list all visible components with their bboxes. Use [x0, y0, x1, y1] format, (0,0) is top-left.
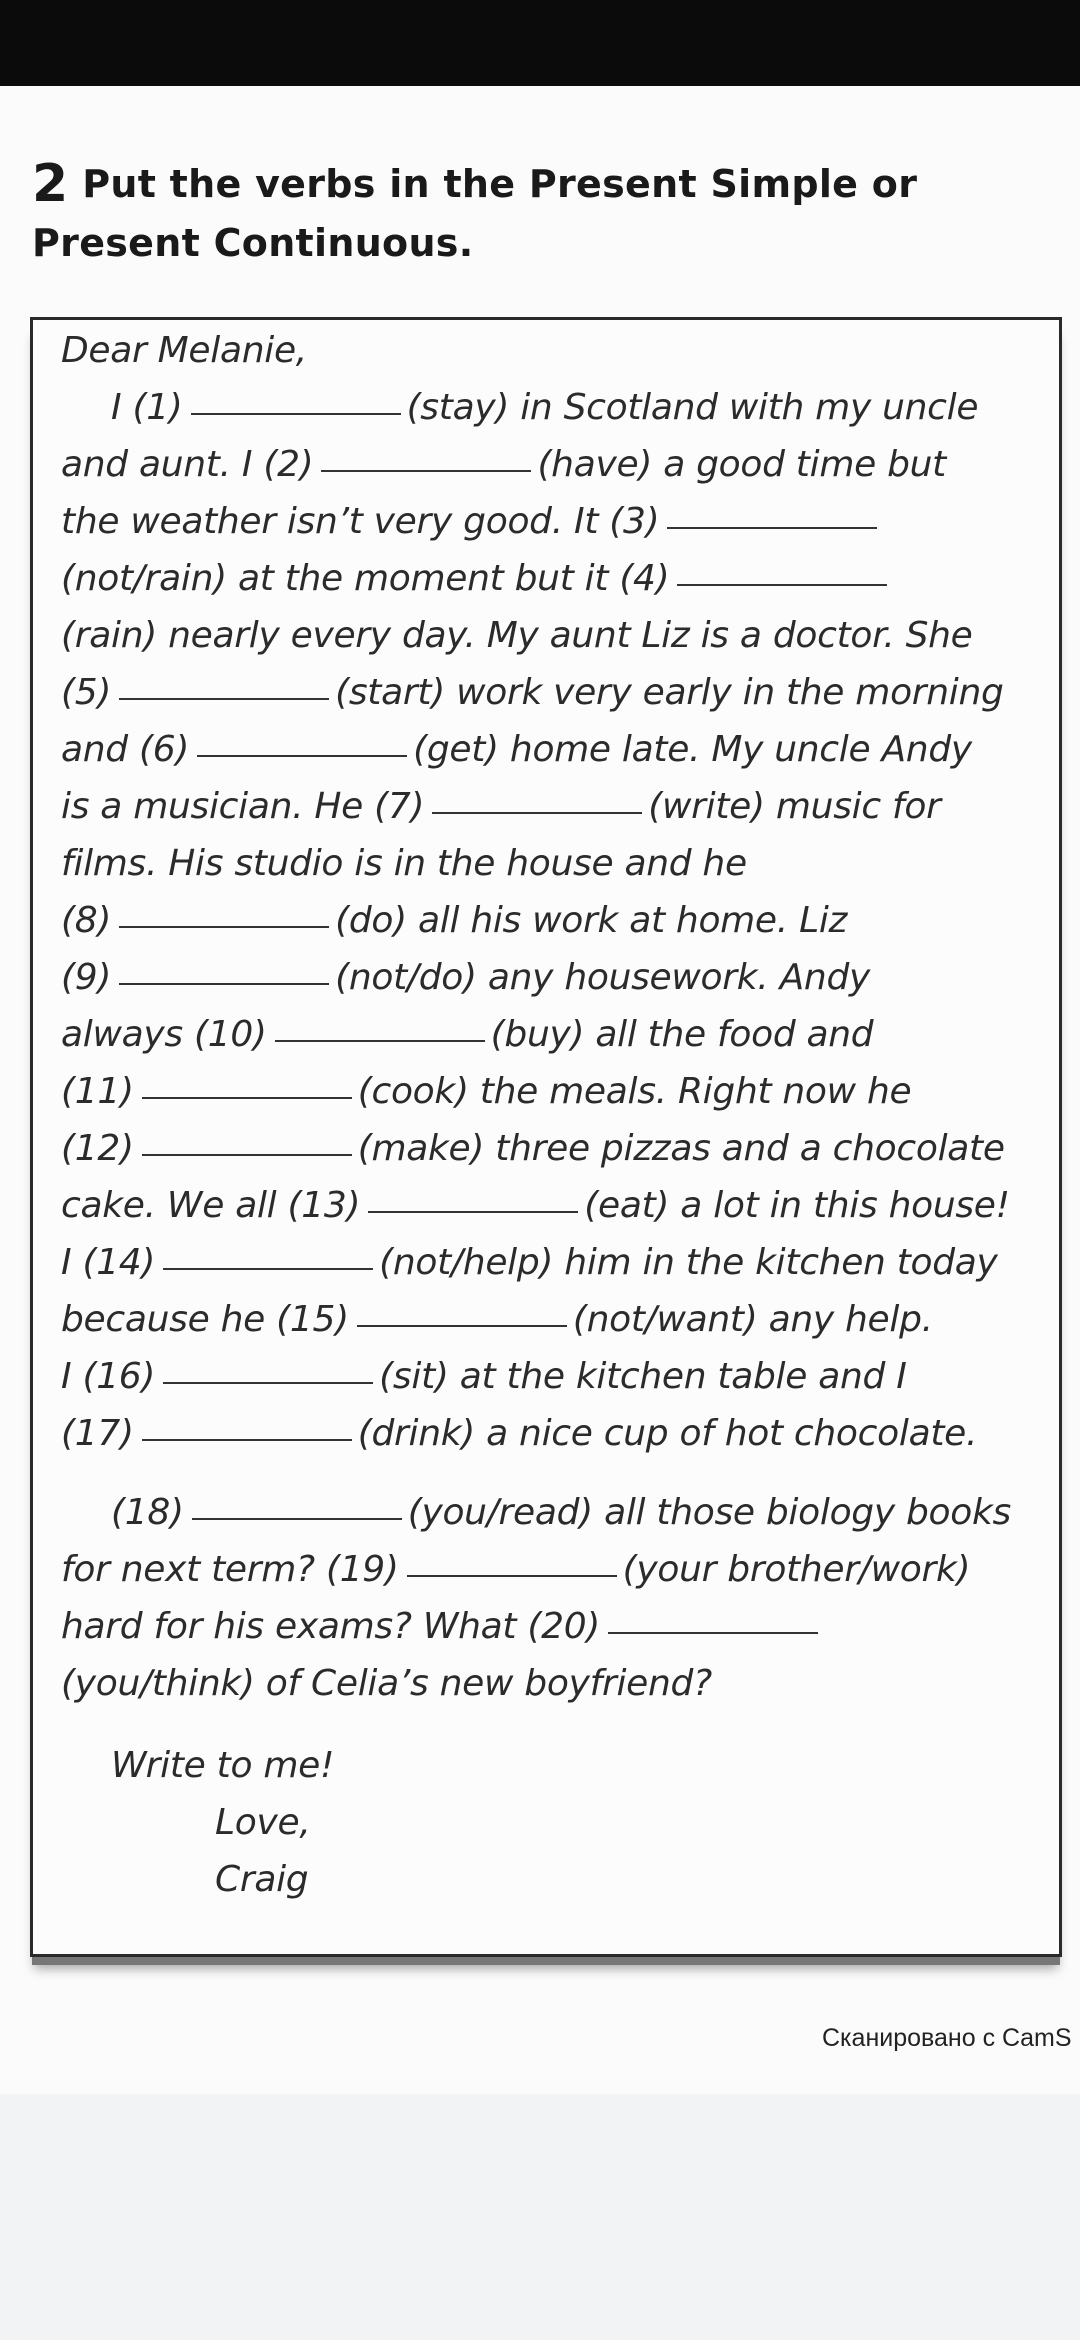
letter-line [61, 729, 972, 770]
line-text: is a musician. He (7) [61, 786, 425, 827]
letter-box [30, 317, 1062, 1957]
line-text: always (10) [61, 1014, 267, 1055]
line-text: I (16) [61, 1356, 156, 1397]
letter-line [61, 1606, 824, 1647]
letter-line [61, 1299, 933, 1340]
line-text-after: (not/do) any housework. Andy [335, 957, 870, 998]
letter-line [111, 387, 978, 428]
letter-line [61, 1413, 977, 1454]
letter-line [61, 957, 870, 998]
line-text-after: (do) all his work at home. Liz [335, 900, 848, 941]
answer-blank[interactable] [142, 1154, 352, 1156]
line-text-after: (your brother/work) [622, 1549, 971, 1590]
answer-blank[interactable] [191, 413, 401, 415]
letter-line [61, 1663, 712, 1704]
answer-blank[interactable] [142, 1097, 352, 1099]
line-text: hard for his exams? What (20) [61, 1606, 601, 1647]
letter-line [61, 786, 941, 827]
line-text-after: (cook) the meals. Right now he [357, 1071, 912, 1112]
line-text-after: (get) home late. My uncle Andy [413, 729, 972, 770]
letter-line [111, 1492, 1011, 1533]
task-instruction: Put the verbs in the Present Simple or Present Continuous. [32, 162, 918, 265]
letter-signature [215, 1859, 308, 1900]
answer-blank[interactable] [192, 1518, 402, 1520]
letter-line [61, 1128, 1005, 1169]
line-text: I (14) [61, 1242, 156, 1283]
answer-blank[interactable] [119, 698, 329, 700]
letter-line [61, 1014, 873, 1055]
letter-signoff [215, 1802, 310, 1843]
line-text: (17) [61, 1413, 134, 1454]
line-text: (5) [61, 672, 112, 713]
line-text: (not/rain) at the moment but it (4) [61, 558, 670, 599]
answer-blank[interactable] [368, 1211, 578, 1213]
answer-blank[interactable] [275, 1040, 485, 1042]
task-header [32, 154, 1032, 272]
line-text: (rain) nearly every day. My aunt Liz is a doctor. She [61, 615, 973, 656]
line-text-after: (drink) a nice cup of hot chocolate. [357, 1413, 978, 1454]
answer-blank[interactable] [357, 1325, 567, 1327]
answer-blank[interactable] [163, 1268, 373, 1270]
top-black-bar [0, 0, 1080, 86]
letter-line [61, 501, 883, 542]
answer-blank[interactable] [407, 1575, 617, 1577]
scan-watermark-text: Сканировано с CamS [822, 2024, 1072, 2052]
letter-line [61, 1185, 1010, 1226]
answer-blank[interactable] [321, 470, 531, 472]
line-text-after: (stay) in Scotland with my uncle [406, 387, 979, 428]
answer-blank[interactable] [163, 1382, 373, 1384]
letter-line [61, 1242, 998, 1283]
answer-blank[interactable] [119, 926, 329, 928]
letter-line [61, 843, 747, 884]
line-text-after: (sit) at the kitchen table and I [379, 1356, 907, 1397]
line-text: Craig [215, 1859, 309, 1900]
letter-closing [111, 1745, 334, 1786]
letter-line [61, 1549, 970, 1590]
line-text-after: (you/read) all those biology books [407, 1492, 1011, 1533]
line-text-after: (write) music for [648, 786, 941, 827]
letter-line [61, 558, 893, 599]
line-text: and (6) [61, 729, 190, 770]
answer-blank[interactable] [119, 983, 329, 985]
line-text: because he (15) [61, 1299, 349, 1340]
line-text: Write to me! [111, 1745, 335, 1786]
answer-blank[interactable] [142, 1439, 352, 1441]
line-text: films. His studio is in the house and he [61, 843, 747, 884]
line-text-after: (not/help) him in the kitchen today [379, 1242, 998, 1283]
line-text: (you/think) of Celia’s new boyfriend? [61, 1663, 712, 1704]
line-text: I (1) [111, 387, 183, 428]
answer-blank[interactable] [608, 1632, 818, 1634]
letter-line [61, 1356, 907, 1397]
line-text: cake. We all (13) [61, 1185, 361, 1226]
line-text: Love, [215, 1802, 311, 1843]
line-text: (8) [61, 900, 112, 941]
line-text: the weather isn’t very good. It (3) [61, 501, 660, 542]
letter-line [61, 900, 847, 941]
answer-blank[interactable] [432, 812, 642, 814]
line-text: (12) [61, 1128, 134, 1169]
line-text-after: (have) a good time but [537, 444, 946, 485]
line-text: (9) [61, 957, 112, 998]
scanned-page [0, 86, 1080, 2094]
line-text: Dear Melanie, [61, 330, 307, 371]
answer-blank[interactable] [197, 755, 407, 757]
task-number: 2 [32, 154, 69, 214]
letter-line [61, 1071, 911, 1112]
line-text-after: (not/want) any help. [572, 1299, 933, 1340]
line-text-after: (start) work very early in the morning [335, 672, 1004, 713]
line-text: and aunt. I (2) [61, 444, 314, 485]
answer-blank[interactable] [667, 527, 877, 529]
line-text-after: (buy) all the food and [490, 1014, 874, 1055]
letter-line [61, 615, 973, 656]
letter-line [61, 672, 1004, 713]
line-text: (11) [61, 1071, 134, 1112]
line-text: for next term? (19) [61, 1549, 399, 1590]
line-text-after: (make) three pizzas and a chocolate [357, 1128, 1005, 1169]
letter-line [61, 330, 307, 371]
answer-blank[interactable] [677, 584, 887, 586]
line-text-after: (eat) a lot in this house! [584, 1185, 1010, 1226]
letter-line [61, 444, 946, 485]
line-text: (18) [111, 1492, 184, 1533]
